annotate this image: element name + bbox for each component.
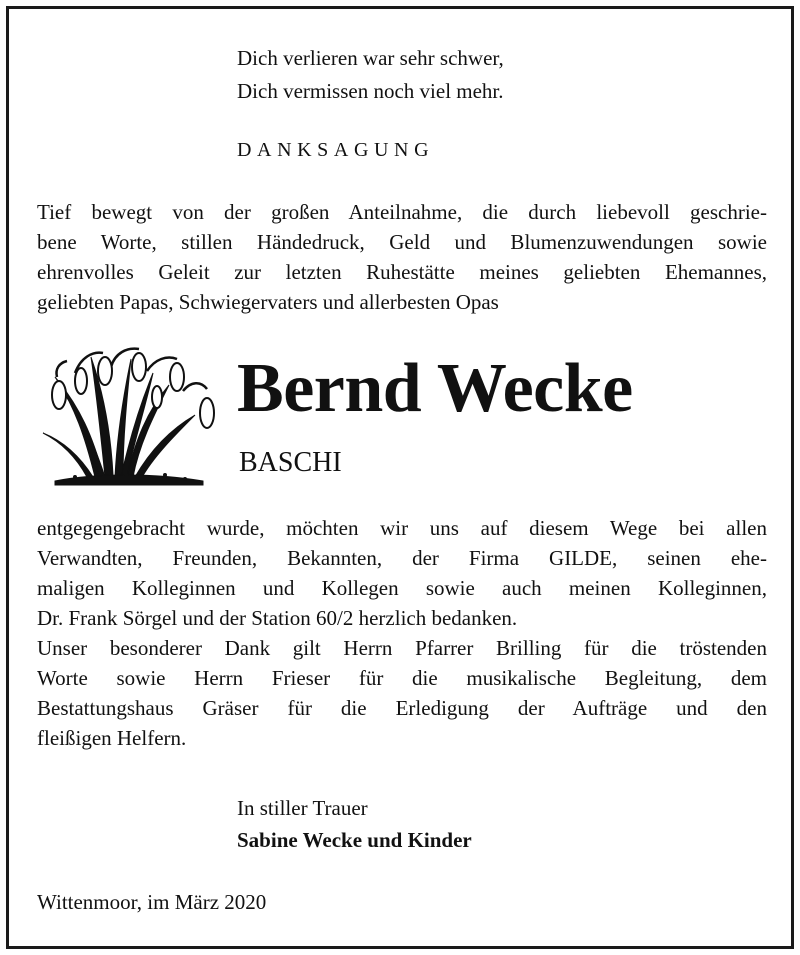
text-line: Dr. Frank Sörgel und der Station 60/2 herzlich bedanken. xyxy=(37,606,518,630)
deceased-nickname: BASCHI xyxy=(239,447,342,478)
deceased-name: Bernd Wecke xyxy=(237,350,633,427)
text-line: maligen Kolleginnen und Kollegen sowie auch meinen Kolleginnen, xyxy=(37,576,767,600)
text-line: ehrenvolles Geleit zur letzten Ruhestätte meines geliebten Ehemannes, xyxy=(37,260,767,284)
obituary-notice xyxy=(6,6,794,949)
thanks-paragraph xyxy=(37,513,767,753)
motto-line-2: Dich vermissen noch viel mehr. xyxy=(237,79,504,103)
text-line: Worte sowie Herrn Frieser für die musikalische Begleitung, dem xyxy=(37,666,767,690)
text-line: bene Worte, stillen Händedruck, Geld und Blumenzuwendungen sowie xyxy=(37,230,767,254)
text-line: Verwandten, Freunden, Bekannten, der Firma GILDE, seinen ehe- xyxy=(37,546,767,570)
signature-names: Sabine Wecke und Kinder xyxy=(237,828,472,852)
place-date: Wittenmoor, im März 2020 xyxy=(37,890,267,914)
intro-paragraph xyxy=(37,197,767,317)
text-line: geliebten Papas, Schwiegervaters und allerbesten Opas xyxy=(37,290,499,314)
text-line: entgegengebracht wurde, möchten wir uns auf diesem Wege bei allen xyxy=(37,516,767,540)
snowdrops-icon xyxy=(35,337,219,487)
text-line: Bestattungshaus Gräser für die Erledigung der Aufträge und den xyxy=(37,696,767,720)
text-line: Unser besonderer Dank gilt Herrn Pfarrer Brilling für die tröstenden xyxy=(37,636,767,660)
text-line: fleißigen Helfern. xyxy=(37,726,187,750)
text-line: Tief bewegt von der großen Anteilnahme, die durch liebevoll geschrie- xyxy=(37,200,767,224)
signature-phrase: In stiller Trauer xyxy=(237,796,368,820)
motto-line-1: Dich verlieren war sehr schwer, xyxy=(237,46,504,70)
heading: DANKSAGUNG xyxy=(237,139,435,161)
